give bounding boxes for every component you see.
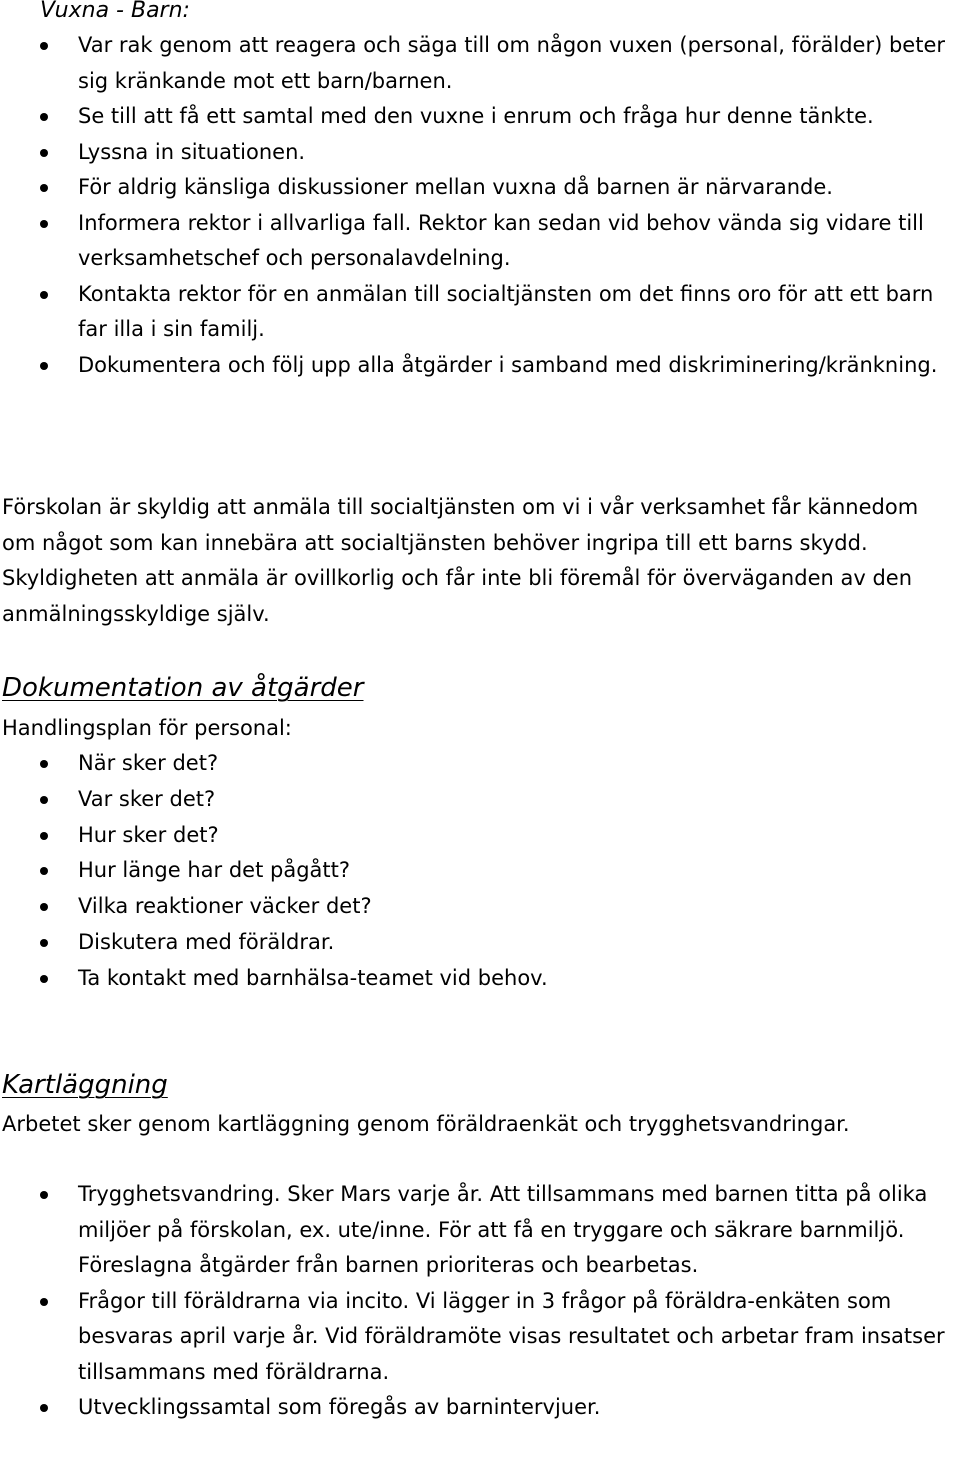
section-heading-vuxna-barn: Vuxna - Barn: [40, 0, 190, 23]
list-item [0, 135, 960, 171]
bullet-icon [40, 362, 48, 370]
list-item [0, 277, 960, 348]
list-item [0, 782, 960, 818]
list-item-text: Trygghetsvandring. Sker Mars varje år. Att tillsammans med barnen titta på olika miljöer på förskolan, ex. ute/inne. För att få en tryggare och säkrare barnmiljö. Föreslagna åtgärder från barnen prioriteras och bearbetas. [78, 1182, 928, 1277]
list-item-text: Se till att få ett samtal med den vuxne i enrum och fråga hur denne tänkte. [78, 104, 874, 128]
bullet-icon [40, 939, 48, 947]
list-item [0, 925, 960, 961]
bullet-icon [40, 184, 48, 192]
list-item [0, 206, 960, 277]
bullet-icon [40, 1404, 48, 1412]
bullet-icon [40, 867, 48, 875]
bullet-icon [40, 220, 48, 228]
bullet-icon [40, 832, 48, 840]
list-item-text: Lyssna in situationen. [78, 139, 306, 164]
bullet-icon [40, 796, 48, 804]
list-item-text: För aldrig känsliga diskussioner mellan vuxna då barnen är närvarande. [78, 175, 833, 199]
list-item [0, 889, 960, 925]
bullet-icon [40, 1191, 48, 1199]
list-item-text: Frågor till föräldrarna via incito. Vi lägger in 3 frågor på föräldra-enkäten som besvaras april varje år. Vid föräldramöte visas resultatet och arbetar fram insatser tillsammans med föräldrarna. [78, 1288, 945, 1384]
list-item-text: Hur länge har det pågått? [78, 858, 351, 883]
bullet-list-kartlaggning [0, 1177, 960, 1426]
bullet-icon [40, 975, 48, 983]
bullet-icon [40, 1298, 48, 1306]
list-item [0, 348, 960, 384]
list-item-text: När sker det? [78, 751, 219, 775]
list-item-text: Diskutera med föräldrar. [78, 929, 335, 954]
list-item-text: Ta kontakt med barnhälsa-teamet vid behov. [78, 965, 548, 990]
bullet-icon [40, 903, 48, 911]
list-item [0, 746, 960, 782]
list-item [0, 1390, 960, 1426]
list-item-text: Utvecklingssamtal som föregås av barnintervjuer. [78, 1395, 601, 1419]
list-item [0, 170, 960, 206]
bullet-icon [40, 42, 48, 50]
list-item-text: Var rak genom att reagera och säga till om någon vuxen (personal, förälder) beter sig kränkande mot ett barn/barnen. [78, 33, 946, 93]
section-heading-kartlaggning: Kartläggning [2, 1070, 168, 1100]
list-item [0, 961, 960, 997]
list-item [0, 99, 960, 135]
list-item-text: Var sker det? [78, 786, 216, 811]
bullet-list-vuxna-barn [0, 28, 960, 383]
list-item-text: Informera rektor i allvarliga fall. Rektor kan sedan vid behov vända sig vidare till verksamhetschef och personalavdelning. [78, 210, 924, 270]
list-item-text: Vilka reaktioner väcker det? [78, 894, 372, 919]
list-item [0, 28, 960, 99]
list-item-text: Kontakta rektor för en anmälan till socialtjänsten om det finns oro för att ett barn far illa i sin familj. [78, 281, 934, 341]
section-heading-dokumentation: Dokumentation av åtgärder [2, 673, 364, 703]
list-item-text: Dokumentera och följ upp alla åtgärder i samband med diskriminering/kränkning. [78, 352, 938, 377]
reporting-obligation-paragraph: Förskolan är skyldig att anmäla till socialtjänsten om vi i vår verksamhet får kännedom om något som kan innebära att socialtjänsten behöver ingripa till ett barns skydd. Skyldigheten att anmäla är ovillkorlig och får inte bli föremål för överväganden av den anmälningsskyldige själv. [2, 495, 919, 626]
list-item [0, 853, 960, 889]
list-item [0, 818, 960, 854]
bullet-icon [40, 113, 48, 121]
subheading-handlingsplan: Handlingsplan för personal: [2, 716, 292, 740]
bullet-list-handlingsplan [0, 746, 960, 997]
bullet-icon [40, 760, 48, 768]
list-item [0, 1284, 960, 1391]
bullet-icon [40, 149, 48, 157]
list-item [0, 1177, 960, 1284]
bullet-icon [40, 291, 48, 299]
list-item-text: Hur sker det? [78, 822, 219, 847]
kartlaggning-intro: Arbetet sker genom kartläggning genom föräldraenkät och trygghetsvandringar. [2, 1112, 850, 1136]
